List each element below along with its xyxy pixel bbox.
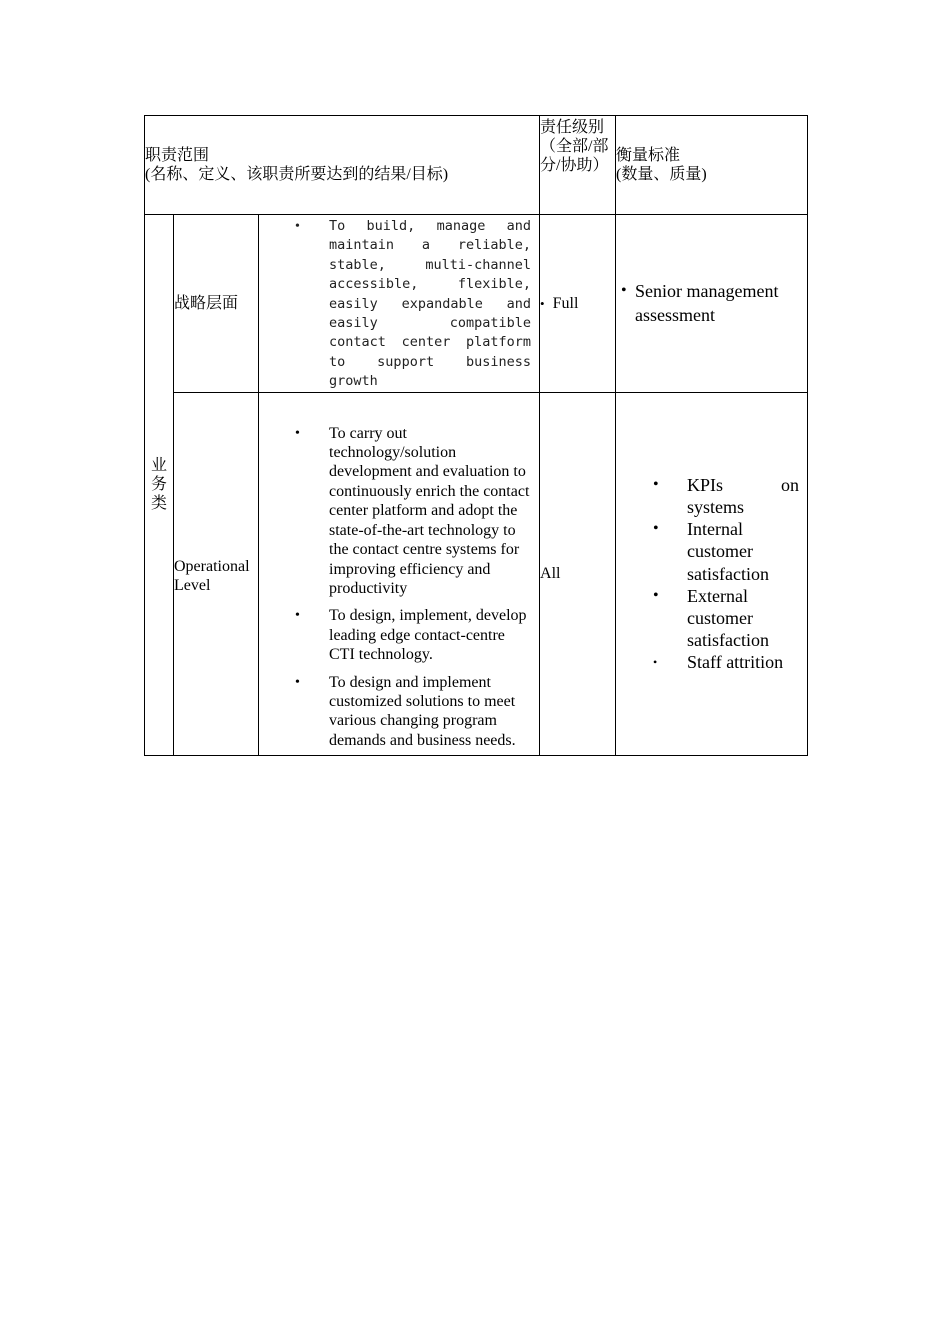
duty-text: To design and implement customized solutions to meet various changing program demands and business needs. — [329, 673, 516, 749]
header-level-cell — [540, 116, 616, 215]
duty-text: To design, implement, develop leading edge contact-centre CTI technology. — [329, 607, 527, 664]
table-row — [145, 392, 808, 755]
category-label: 业务类 — [150, 457, 167, 513]
bullet-icon: • — [653, 586, 659, 604]
row-label-cell — [174, 392, 259, 755]
measure-text: Staff attrition — [687, 652, 784, 673]
list-item — [295, 606, 531, 664]
header-measure-subtitle: (数量、质量) — [616, 166, 707, 183]
list-item — [653, 474, 800, 518]
measure-text: Internal customer satisfaction — [687, 519, 770, 584]
bullet-icon: • — [295, 219, 300, 234]
measure-cell — [616, 215, 808, 393]
measure-text: Senior management assessment — [635, 281, 779, 326]
header-scope-title: 职责范围 — [145, 147, 210, 164]
table-row — [145, 215, 808, 393]
list-item — [295, 673, 531, 751]
list-item — [653, 518, 799, 585]
header-level-subtitle: （全部/部分/协助） — [540, 138, 609, 174]
duty-text: To carry out technology/solution development and evaluation to continuously enrich the contact center platform and adopt the state-of-the-art technology to the contact centre systems for improving efficiency and productivity — [329, 424, 530, 597]
measure-list — [621, 279, 801, 327]
bullet-icon: • — [653, 520, 659, 538]
bullet-icon: • — [653, 655, 658, 670]
row-label: 战略层面 — [174, 294, 239, 312]
header-scope-subtitle: (名称、定义、该职责所要达到的结果/目标) — [145, 166, 449, 183]
level-cell — [540, 215, 616, 393]
measure-text: KPIs on systems — [687, 474, 800, 517]
duties-cell — [259, 392, 540, 755]
list-item — [295, 217, 532, 392]
list-item — [653, 651, 799, 673]
duties-list — [295, 217, 532, 392]
header-level-title: 责任级别 — [540, 119, 605, 136]
measure-list — [653, 474, 800, 674]
bullet-icon: • — [295, 674, 300, 690]
category-cell — [145, 215, 174, 756]
level-text: Full — [552, 294, 579, 312]
bullet-icon: • — [653, 475, 659, 493]
level-value — [540, 294, 615, 313]
bullet-icon: • — [540, 295, 545, 311]
duties-cell — [259, 215, 540, 393]
level-text: All — [540, 565, 561, 583]
bullet-icon: • — [621, 282, 627, 300]
row-label: Operational Level — [174, 557, 250, 594]
list-item — [295, 424, 531, 599]
list-item — [621, 279, 801, 327]
duty-text: To build, manage and maintain a reliable, stable, multi-channel accessible, flexible, easily expandable and easily compatible contact center platform to support business growth — [329, 218, 532, 390]
responsibility-table — [144, 115, 808, 756]
header-measure-title: 衡量标准 — [616, 147, 681, 164]
bullet-icon: • — [295, 608, 300, 624]
level-cell — [540, 392, 616, 755]
header-measure-cell — [616, 116, 808, 215]
row-label-cell — [174, 215, 259, 393]
header-row — [145, 116, 808, 215]
measure-cell — [616, 392, 808, 755]
measure-text: External customer satisfaction — [687, 585, 770, 651]
header-scope-cell — [145, 116, 540, 215]
duties-list — [295, 424, 531, 751]
list-item — [653, 585, 799, 652]
bullet-icon: • — [295, 425, 300, 441]
